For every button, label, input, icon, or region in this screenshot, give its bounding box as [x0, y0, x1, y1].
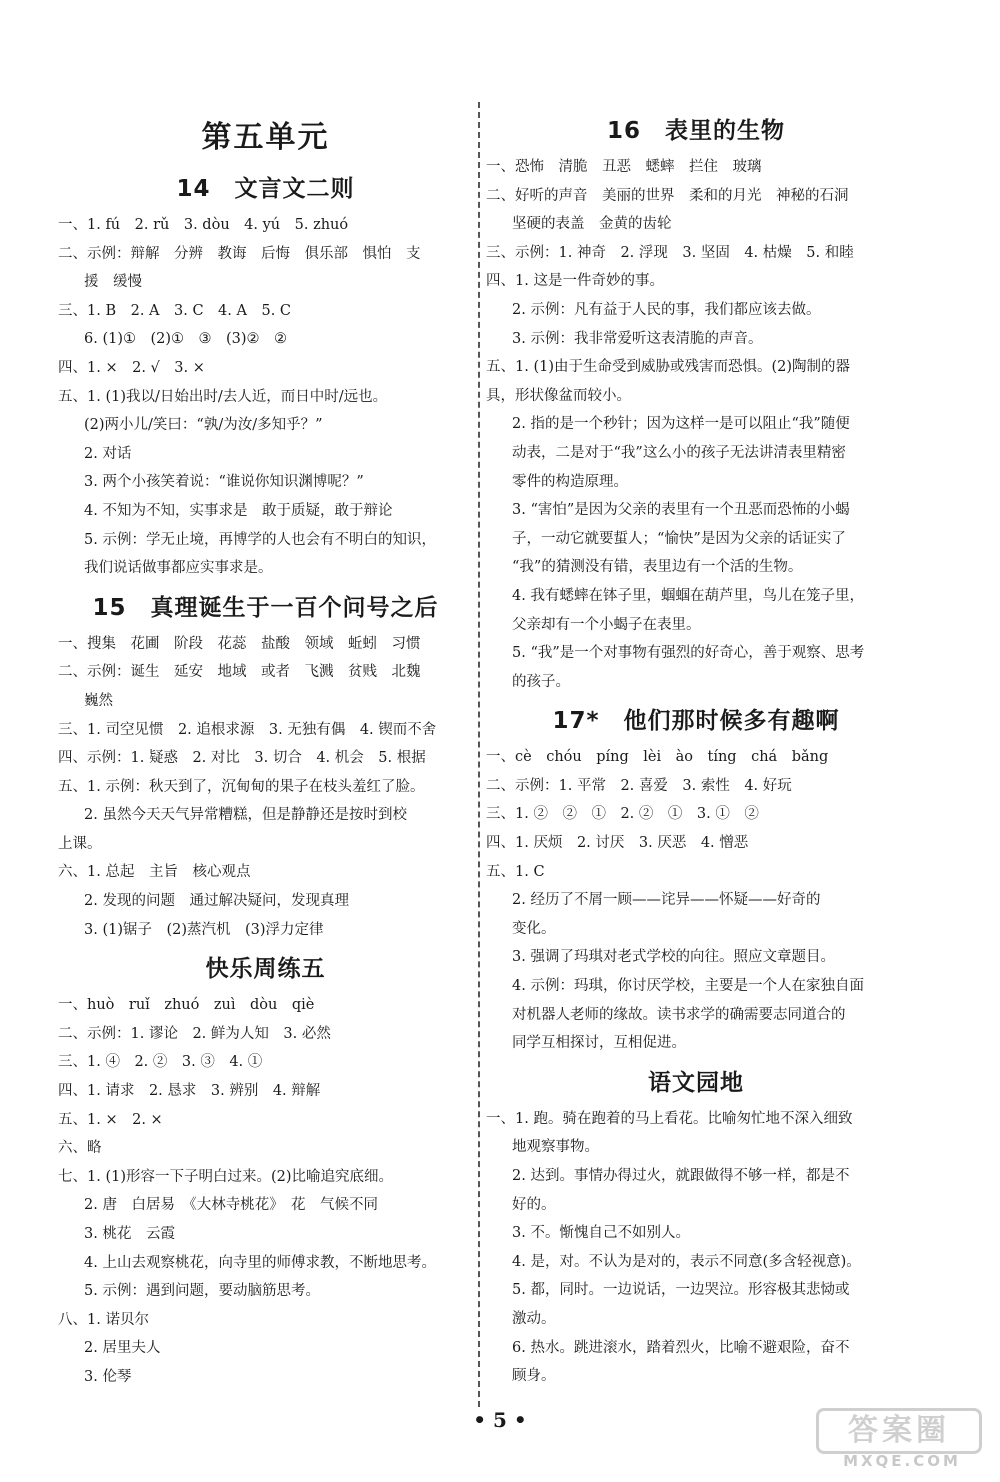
- section-16-body: [486, 153, 906, 696]
- answer-line: 一、huò ruǐ zhuó zuì dòu qiè: [58, 997, 315, 1014]
- answer-line: 2. 指的是一个秒针；因为这样一是可以阻止“我”随便: [512, 416, 850, 433]
- answer-line: 三、1. ② ② ① 2. ② ① 3. ① ②: [486, 806, 759, 823]
- page-number: • 5 •: [473, 1408, 527, 1432]
- answer-line: 三、1. ④ 2. ② 3. ③ 4. ①: [58, 1054, 263, 1071]
- section-14-body: [58, 211, 473, 583]
- answer-line: 三、1. B 2. A 3. C 4. A 5. C: [58, 302, 292, 319]
- answer-line: 动表，二是对于“我”这么小的孩子无法讲清表里精密: [512, 444, 846, 461]
- answer-line: 3. 不。惭愧自己不如别人。: [512, 1225, 690, 1242]
- answer-line: 零件的构造原理。: [512, 473, 628, 490]
- answer-line: 同学互相探讨，互相促进。: [512, 1035, 686, 1052]
- answer-line: 5. 都，同时。一边说话，一边哭泣。形容极其悲恸或: [512, 1282, 850, 1299]
- answer-line: 三、示例：1. 神奇 2. 浮现 3. 坚固 4. 枯燥 5. 和睦: [486, 244, 854, 261]
- answer-line: 3. (1)锯子 (2)蒸汽机 (3)浮力定律: [84, 921, 324, 938]
- answer-line: 5. 示例：学无止境，再博学的人也会有不明白的知识，: [84, 531, 436, 548]
- watermark-top: 答案圈: [816, 1408, 982, 1454]
- watermark-logo: [822, 1408, 982, 1470]
- answer-line: 4. 我有蟋蟀在钵子里，蝈蝈在葫芦里，鸟儿在笼子里，: [512, 587, 864, 604]
- answer-line: 四、示例：1. 疑惑 2. 对比 3. 切合 4. 机会 5. 根据: [58, 750, 426, 767]
- answer-line: 4. 上山去观察桃花，向寺里的师傅求教，不断地思考。: [84, 1254, 436, 1271]
- answer-line: 二、示例：辩解 分辨 教诲 后悔 俱乐部 惧怕 支: [58, 245, 421, 262]
- answer-line: 二、示例：1. 平常 2. 喜爱 3. 索性 4. 好玩: [486, 777, 792, 794]
- answer-line: 四、1. 请求 2. 恳求 3. 辨别 4. 辩解: [58, 1083, 321, 1100]
- answer-line: 6. 热水。跳进滚水，踏着烈火，比喻不避艰险，奋不: [512, 1339, 850, 1356]
- answer-line: 3. 示例：我非常爱听这表清脆的声音。: [512, 330, 763, 347]
- answer-line: 2. 居里夫人: [84, 1340, 161, 1357]
- answer-line: 我们说话做事都应实事求是。: [84, 560, 273, 577]
- left-column: [58, 100, 473, 1392]
- right-column: [486, 100, 906, 1391]
- answer-line: 一、1. fú 2. rǔ 3. dòu 4. yú 5. zhuó: [58, 217, 349, 233]
- section-15-body: [58, 630, 473, 945]
- answer-line: 4. 是，对。不认为是对的，表示不同意(多含轻视意)。: [512, 1253, 861, 1270]
- answer-line: 3. 两个小孩笑着说：“谁说你知识渊博呢？”: [84, 474, 364, 491]
- answer-line: 5. “我”是一个对事物有强烈的好奇心，善于观察、思考: [512, 645, 865, 662]
- answer-line: 2. 经历了不屑一顾——诧异——怀疑——好奇的: [512, 892, 821, 909]
- section-title-15: 15 真理诞生于一百个问号之后: [92, 594, 439, 621]
- answer-line: 的孩子。: [512, 673, 570, 690]
- answer-line: 子，一动它就要蜇人；“愉快”是因为父亲的话证实了: [512, 530, 846, 547]
- section-title-16: 16 表里的生物: [606, 118, 785, 144]
- column-divider: [478, 102, 480, 1407]
- answer-line: 激动。: [512, 1310, 556, 1327]
- answer-line: 巍然: [84, 692, 113, 709]
- answer-line: 6. (1)① (2)① ③ (3)② ②: [84, 331, 288, 348]
- unit-title: 第五单元: [201, 120, 330, 155]
- answer-line: 六、略: [58, 1140, 102, 1157]
- answer-line: 上课。: [58, 835, 102, 852]
- section-title-17: 17* 他们那时候多有趣啊: [552, 708, 840, 735]
- section-title-14: 14 文言文二则: [176, 176, 355, 202]
- weekly-body: [58, 991, 473, 1391]
- answer-line: 五、1. (1)由于生命受到威胁或残害而恐惧。(2)陶制的器: [486, 359, 851, 376]
- answer-line: 五、1. C: [486, 863, 545, 880]
- section-17-body: [486, 743, 906, 1058]
- answer-line: 具，形状像盆而较小。: [486, 387, 631, 404]
- answer-line: 3. 桃花 云霞: [84, 1226, 175, 1242]
- answer-line: 2. 对话: [84, 445, 132, 462]
- answer-line: 三、1. 司空见惯 2. 追根求源 3. 无独有偶 4. 锲而不舍: [58, 721, 437, 738]
- answer-line: 好的。: [512, 1196, 556, 1213]
- answer-line: 五、1. 示例：秋天到了，沉甸甸的果子在枝头羞红了脸。: [58, 778, 425, 795]
- answer-line: 一、恐怖 清脆 丑恶 蟋蟀 拦住 玻璃: [486, 159, 762, 175]
- answer-line: 五、1. × 2. ×: [58, 1111, 163, 1128]
- answer-line: 一、1. 跑。骑在跑着的马上看花。比喻匆忙地不深入细致: [486, 1110, 853, 1127]
- answer-line: 父亲却有一个小蝎子在表里。: [512, 616, 701, 633]
- answer-line: 一、搜集 花圃 阶段 花蕊 盐酸 领域 蚯蚓 习惯: [58, 635, 421, 652]
- answer-line: 坚硬的表盖 金黄的齿轮: [512, 216, 672, 233]
- answer-line: 一、cè chóu píng lèi ào tíng chá bǎng: [486, 749, 829, 766]
- answer-line: 2. 唐 白居易 《大林寺桃花》 花 气候不同: [84, 1197, 378, 1214]
- answer-line: 二、示例：1. 谬论 2. 鲜为人知 3. 必然: [58, 1025, 331, 1042]
- answer-line: 对机器人老师的缘故。读书求学的确需要志同道合的: [512, 1006, 846, 1023]
- answer-line: 六、1. 总起 主旨 核心观点: [58, 864, 251, 881]
- answer-line: 五、1. (1)我以/日始出时/去人近，而日中时/远也。: [58, 388, 388, 405]
- answer-line: (2)两小儿/笑曰：“孰/为汝/多知乎？”: [84, 417, 323, 434]
- answer-line: 四、1. 厌烦 2. 讨厌 3. 厌恶 4. 憎恶: [486, 835, 749, 852]
- answer-line: 顾身。: [512, 1368, 556, 1385]
- answer-line: 2. 达到。事情办得过火，就跟做得不够一样，都是不: [512, 1168, 850, 1184]
- answer-line: 变化。: [512, 920, 556, 937]
- garden-body: [486, 1105, 906, 1391]
- answer-line: 3. “害怕”是因为父亲的表里有一个丑恶而恐怖的小蝎: [512, 502, 850, 519]
- answer-line: 2. 示例：凡有益于人民的事，我们都应该去做。: [512, 301, 821, 318]
- answer-line: 4. 示例：玛琪，你讨厌学校，主要是一个人在家独自面: [512, 978, 864, 995]
- answer-line: 二、好听的声音 美丽的世界 柔和的月光 神秘的石洞: [486, 187, 849, 204]
- answer-line: 3. 伦琴: [84, 1368, 132, 1385]
- answer-line: 2. 发现的问题 通过解决疑问，发现真理: [84, 893, 349, 910]
- answer-line: 四、1. × 2. √ 3. ×: [58, 359, 205, 376]
- answer-line: 援 缓慢: [84, 274, 142, 291]
- answer-line: 5. 示例：遇到问题，要动脑筋思考。: [84, 1283, 320, 1300]
- answer-line: 七、1. (1)形容一下子明白过来。(2)比喻追究底细。: [58, 1168, 394, 1185]
- answer-line: 二、示例：诞生 延安 地域 或者 飞溅 贫贱 北魏: [58, 664, 421, 681]
- answer-line: “我”的猜测没有错，表里边有一个活的生物。: [512, 559, 803, 576]
- answer-line: 4. 不知为不知，实事求是 敢于质疑，敢于辩论: [84, 502, 393, 519]
- section-title-garden: 语文园地: [648, 1069, 744, 1096]
- answer-line: 八、1. 诺贝尔: [58, 1311, 149, 1328]
- answer-line: 3. 强调了玛琪对老式学校的向往。照应文章题目。: [512, 949, 835, 966]
- watermark-bottom: MXQE.COM: [843, 1452, 961, 1470]
- section-title-weekly: 快乐周练五: [205, 956, 326, 983]
- answer-line: 地观察事物。: [512, 1139, 599, 1156]
- answer-line: 2. 虽然今天天气异常糟糕，但是静静还是按时到校: [84, 807, 407, 824]
- answer-line: 四、1. 这是一件奇妙的事。: [486, 273, 664, 290]
